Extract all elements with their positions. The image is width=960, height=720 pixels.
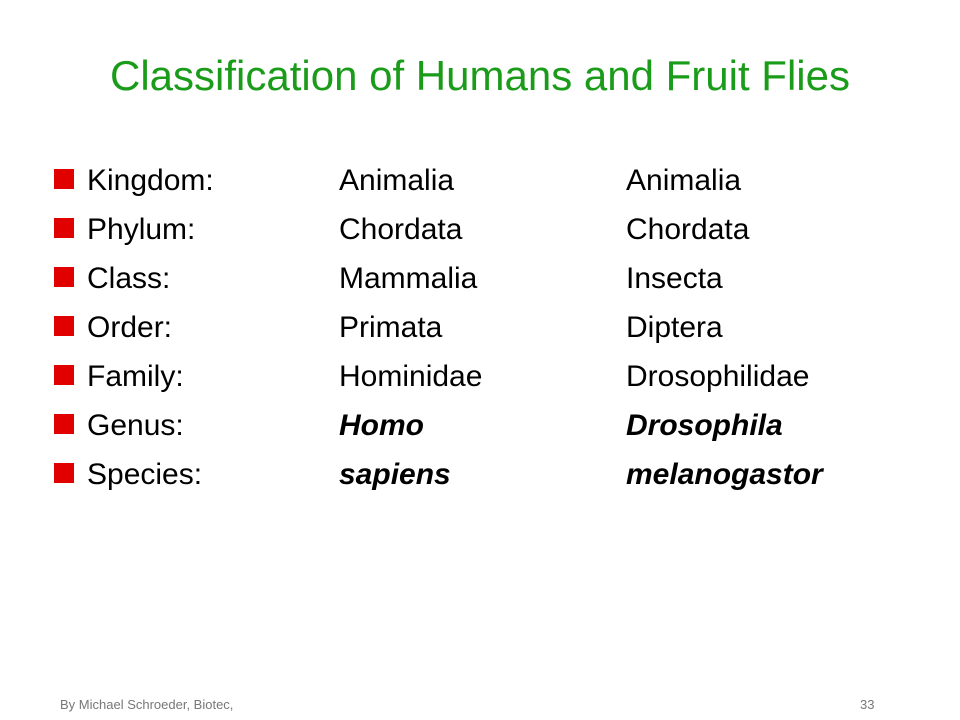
classification-list [54, 156, 934, 499]
list-item-class [54, 254, 934, 303]
list-item-species [54, 450, 934, 499]
square-bullet-icon [54, 316, 74, 336]
rank-label: Phylum: [87, 213, 196, 246]
square-bullet-icon [54, 218, 74, 238]
slide-title: Classification of Humans and Fruit Flies [110, 52, 850, 99]
human-taxon: Hominidae [339, 360, 483, 393]
list-item-phylum [54, 205, 934, 254]
human-taxon: sapiens [339, 458, 451, 491]
square-bullet-icon [54, 169, 74, 189]
square-bullet-icon [54, 463, 74, 483]
rank-label: Class: [87, 262, 171, 295]
square-bullet-icon [54, 267, 74, 287]
list-item-family [54, 352, 934, 401]
fly-taxon: Chordata [626, 213, 750, 246]
human-taxon: Chordata [339, 213, 463, 246]
square-bullet-icon [54, 414, 74, 434]
human-taxon: Homo [339, 409, 424, 442]
rank-label: Genus: [87, 409, 184, 442]
list-item-kingdom [54, 156, 934, 205]
rank-label: Order: [87, 311, 173, 344]
human-taxon: Mammalia [339, 262, 478, 295]
fly-taxon: Drosophila [626, 409, 783, 442]
square-bullet-icon [54, 365, 74, 385]
footer-author: By Michael Schroeder, Biotec, [60, 697, 234, 712]
human-taxon: Primata [339, 311, 443, 344]
list-item-order [54, 303, 934, 352]
fly-taxon: Insecta [626, 262, 723, 295]
list-item-genus [54, 401, 934, 450]
rank-label: Family: [87, 360, 184, 393]
human-taxon: Animalia [339, 164, 455, 197]
fly-taxon: Diptera [626, 311, 723, 344]
rank-label: Species: [87, 458, 203, 491]
page-number: 33 [860, 697, 875, 712]
fly-taxon: Drosophilidae [626, 360, 810, 393]
fly-taxon: melanogastor [626, 458, 823, 491]
fly-taxon: Animalia [626, 164, 742, 197]
rank-label: Kingdom: [87, 164, 214, 197]
